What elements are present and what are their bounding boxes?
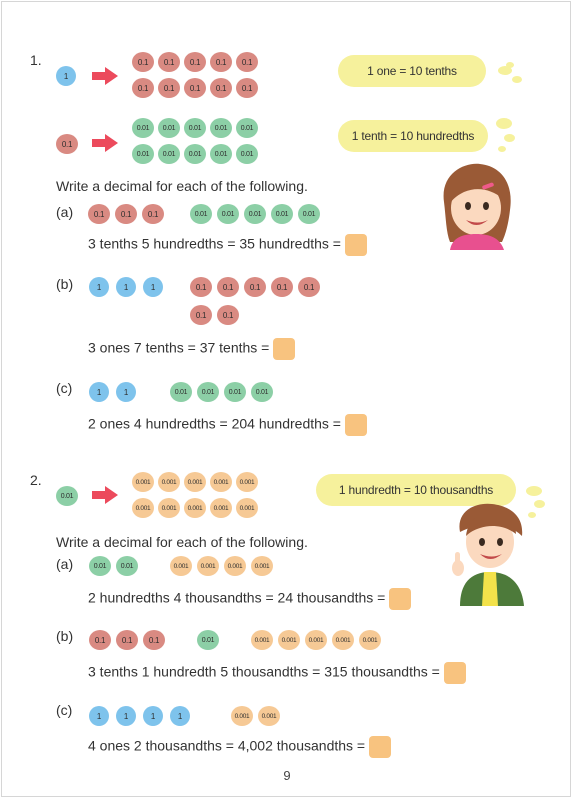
disc-hundredth: 0.01	[271, 204, 293, 224]
disc-hundredth: 0.01	[244, 204, 266, 224]
disc-one: 1	[116, 706, 136, 726]
answer-box[interactable]	[345, 234, 367, 256]
equation-row	[88, 338, 295, 360]
disc-hundredth: 0.01	[224, 382, 246, 402]
answer-box[interactable]	[369, 736, 391, 758]
right-arrow-icon	[92, 486, 118, 504]
thought-puff	[496, 118, 512, 129]
disc-tenth: 0.1	[210, 52, 232, 72]
disc-tenth: 0.1	[217, 277, 239, 297]
disc-hundredth: 0.01	[217, 204, 239, 224]
disc-tenth: 0.1	[158, 52, 180, 72]
equation-row	[88, 736, 391, 758]
disc-hundredth: 0.01	[210, 144, 232, 164]
disc-hundredth: 0.01	[89, 556, 111, 576]
disc-one: 1	[143, 277, 163, 297]
disc-one: 1	[89, 706, 109, 726]
disc-thousandth: 0.001	[251, 556, 273, 576]
thought-puff	[526, 486, 542, 496]
question-2-instruction: Write a decimal for each of the following.	[56, 534, 308, 550]
disc-tenth: 0.1	[88, 204, 110, 224]
disc-hundredth: 0.01	[298, 204, 320, 224]
disc-tenth: 0.1	[236, 52, 258, 72]
speech-bubble-tenths: 1 tenth = 10 hundredths	[338, 120, 488, 152]
disc-hundredth: 0.01	[56, 486, 78, 506]
disc-thousandth: 0.001	[251, 630, 273, 650]
disc-hundredth: 0.01	[236, 144, 258, 164]
thought-puff	[506, 62, 514, 68]
thought-puff	[534, 500, 545, 508]
disc-tenth: 0.1	[236, 78, 258, 98]
girl-illustration	[434, 162, 518, 250]
part-label: (b)	[56, 276, 74, 292]
disc-tenth: 0.1	[217, 305, 239, 325]
disc-thousandth: 0.001	[170, 556, 192, 576]
thought-puff	[512, 76, 522, 83]
disc-tenth: 0.1	[184, 52, 206, 72]
disc-tenth: 0.1	[190, 305, 212, 325]
disc-tenth: 0.1	[143, 630, 165, 650]
disc-thousandth: 0.001	[332, 630, 354, 650]
disc-tenth: 0.1	[298, 277, 320, 297]
disc-hundredth: 0.01	[132, 144, 154, 164]
equation-row	[88, 662, 466, 684]
disc-tenth: 0.1	[56, 134, 78, 154]
disc-thousandth: 0.001	[197, 556, 219, 576]
disc-thousandth: 0.001	[184, 472, 206, 492]
question-1-instruction: Write a decimal for each of the following.	[56, 178, 308, 194]
speech-bubble-ones: 1 one = 10 tenths	[338, 55, 486, 87]
disc-tenth: 0.1	[132, 78, 154, 98]
disc-hundredth: 0.01	[197, 630, 219, 650]
disc-hundredth: 0.01	[158, 144, 180, 164]
right-arrow-icon	[92, 134, 118, 152]
equation-text: 4 ones 2 thousandths = 4,002 thousandths =	[88, 737, 366, 754]
disc-thousandth: 0.001	[210, 472, 232, 492]
disc-tenth: 0.1	[210, 78, 232, 98]
disc-thousandth: 0.001	[224, 556, 246, 576]
disc-tenth: 0.1	[142, 204, 164, 224]
disc-thousandth: 0.001	[158, 472, 180, 492]
disc-tenth: 0.1	[89, 630, 111, 650]
disc-hundredth: 0.01	[197, 382, 219, 402]
equation-text: 2 hundredths 4 thousandths = 24 thousandths =	[88, 589, 386, 606]
page-number: 9	[283, 768, 291, 783]
disc-one: 1	[56, 66, 76, 86]
question-1-number: 1.	[30, 52, 42, 68]
question-2-number: 2.	[30, 472, 42, 488]
disc-hundredth: 0.01	[184, 118, 206, 138]
disc-tenth: 0.1	[132, 52, 154, 72]
disc-hundredth: 0.01	[132, 118, 154, 138]
part-label: (a)	[56, 204, 74, 220]
disc-hundredth: 0.01	[236, 118, 258, 138]
disc-thousandth: 0.001	[236, 472, 258, 492]
right-arrow-icon	[92, 67, 118, 85]
answer-box[interactable]	[444, 662, 466, 684]
disc-one: 1	[116, 277, 136, 297]
disc-thousandth: 0.001	[158, 498, 180, 518]
part-label: (a)	[56, 556, 74, 572]
disc-hundredth: 0.01	[210, 118, 232, 138]
disc-tenth: 0.1	[244, 277, 266, 297]
disc-one: 1	[116, 382, 136, 402]
part-label: (c)	[56, 702, 73, 718]
disc-thousandth: 0.001	[278, 630, 300, 650]
disc-thousandth: 0.001	[236, 498, 258, 518]
answer-box[interactable]	[345, 414, 367, 436]
disc-hundredth: 0.01	[158, 118, 180, 138]
speech-bubble-hundredths: 1 hundredth = 10 thousandths	[316, 474, 516, 506]
equation-row	[88, 234, 367, 256]
disc-thousandth: 0.001	[184, 498, 206, 518]
disc-tenth: 0.1	[116, 630, 138, 650]
equation-text: 3 tenths 5 hundredths = 35 hundredths =	[88, 235, 341, 252]
disc-thousandth: 0.001	[132, 498, 154, 518]
disc-hundredth: 0.01	[190, 204, 212, 224]
equation-row	[88, 414, 367, 436]
part-label: (c)	[56, 380, 73, 396]
disc-tenth: 0.1	[184, 78, 206, 98]
equation-text: 3 tenths 1 hundredth 5 thousandths = 315 thousandths =	[88, 663, 440, 680]
disc-hundredth: 0.01	[170, 382, 192, 402]
disc-tenth: 0.1	[271, 277, 293, 297]
boy-illustration	[452, 502, 530, 606]
disc-hundredth: 0.01	[184, 144, 206, 164]
disc-tenth: 0.1	[115, 204, 137, 224]
disc-thousandth: 0.001	[305, 630, 327, 650]
answer-box[interactable]	[273, 338, 295, 360]
disc-thousandth: 0.001	[231, 706, 253, 726]
disc-hundredth: 0.01	[251, 382, 273, 402]
thought-puff	[504, 134, 515, 142]
equation-text: 2 ones 4 hundredths = 204 hundredths =	[88, 415, 341, 432]
disc-thousandth: 0.001	[359, 630, 381, 650]
disc-thousandth: 0.001	[258, 706, 280, 726]
answer-box[interactable]	[389, 588, 411, 610]
disc-one: 1	[89, 277, 109, 297]
disc-one: 1	[143, 706, 163, 726]
equation-row	[88, 588, 411, 610]
disc-one: 1	[170, 706, 190, 726]
disc-thousandth: 0.001	[210, 498, 232, 518]
disc-hundredth: 0.01	[116, 556, 138, 576]
disc-thousandth: 0.001	[132, 472, 154, 492]
thought-puff	[498, 146, 506, 152]
disc-tenth: 0.1	[190, 277, 212, 297]
disc-tenth: 0.1	[158, 78, 180, 98]
part-label: (b)	[56, 628, 74, 644]
equation-text: 3 ones 7 tenths = 37 tenths =	[88, 339, 270, 356]
disc-one: 1	[89, 382, 109, 402]
